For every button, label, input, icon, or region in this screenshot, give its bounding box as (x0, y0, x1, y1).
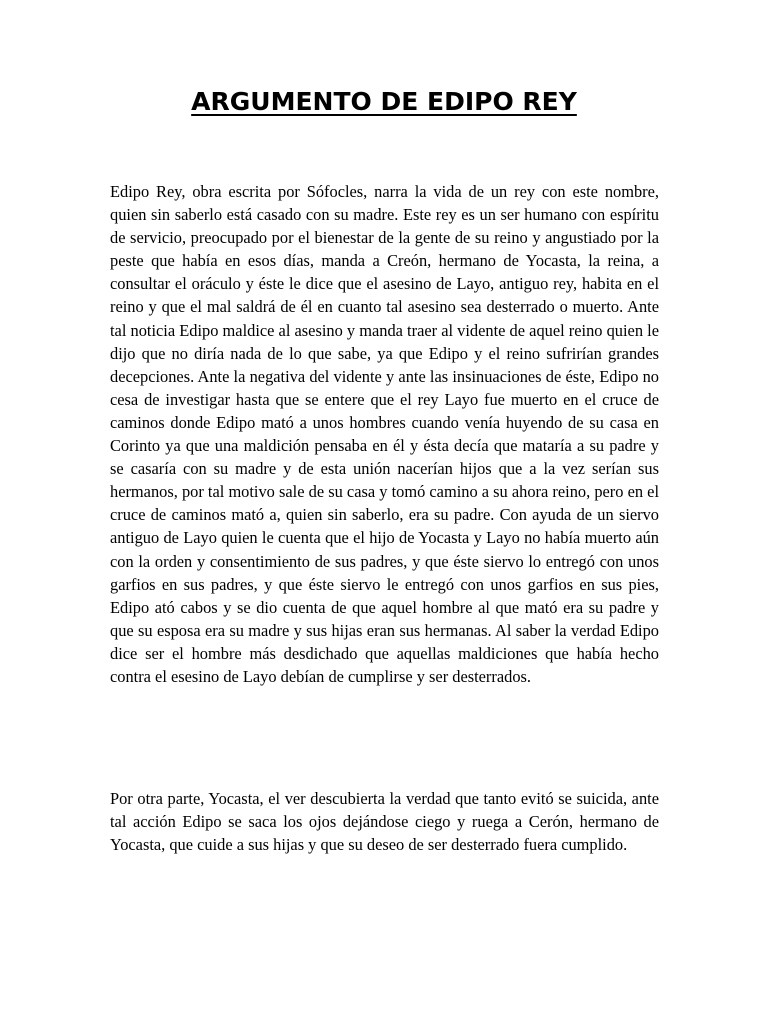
paragraph-2: Por otra parte, Yocasta, el ver descubierta la verdad que tanto evitó se suicida, ante tal acción Edipo se saca los ojos dejándose ciego y ruega a Cerón, hermano de Yocasta, que cuide a sus hijas y que su deseo de ser desterrado fuera cumplido. (110, 789, 659, 855)
document-title-text: ARGUMENTO DE EDIPO REY (191, 87, 577, 116)
document-title (0, 86, 768, 118)
paragraph-1: Edipo Rey, obra escrita por Sófocles, narra la vida de un rey con este nombre, quien sin saberlo está casado con su madre. Este rey es un ser humano con espíritu de servicio, preocupado por el bienestar de la gente de su reino y angustiado por la peste que había en esos días, manda a Creón, hermano de Yocasta, la reina, a consultar el oráculo y éste le dice que el asesino de Layo, antiguo rey, habita en el reino y que el mal saldrá de él en cuanto tal asesino sea desterrado o muerto. Ante tal noticia Edipo maldice al asesino y manda traer al vidente de aquel reino quien le dijo que no diría nada de lo que sabe, ya que Edipo y el reino sufrirían grandes decepciones. Ante la negativa del vidente y ante las insinuaciones de éste, Edipo no cesa de investigar hasta que se entere que el rey Layo fue muerto en el cruce de caminos donde Edipo mató a unos hombres cuando venía huyendo de su casa en Corinto ya que una maldición pensaba en él y ésta decía que mataría a su padre y se casaría con su madre y de esta unión nacerían hijos que a la vez serían sus hermanos, por tal motivo sale de su casa y tomó camino a su ahora reino, pero en el cruce de caminos mató a, quien sin saberlo, era su padre. Con ayuda de un siervo antiguo de Layo quien le cuenta que el hijo de Yocasta y Layo no había muerto aún con la orden y consentimiento de sus padres, y que éste siervo lo entregó con unos garfios en sus padres, y que éste siervo le entregó con unos garfios en sus pies, Edipo ató cabos y se dio cuenta de que aquel hombre al que mató era su padre y que su esposa era su madre y sus hijas eran sus hermanas. Al saber la verdad Edipo dice ser el hombre más desdichado que aquellas maldiciones que había hecho contra el esesino de Layo debían de cumplirse y ser desterrados. (110, 182, 659, 686)
